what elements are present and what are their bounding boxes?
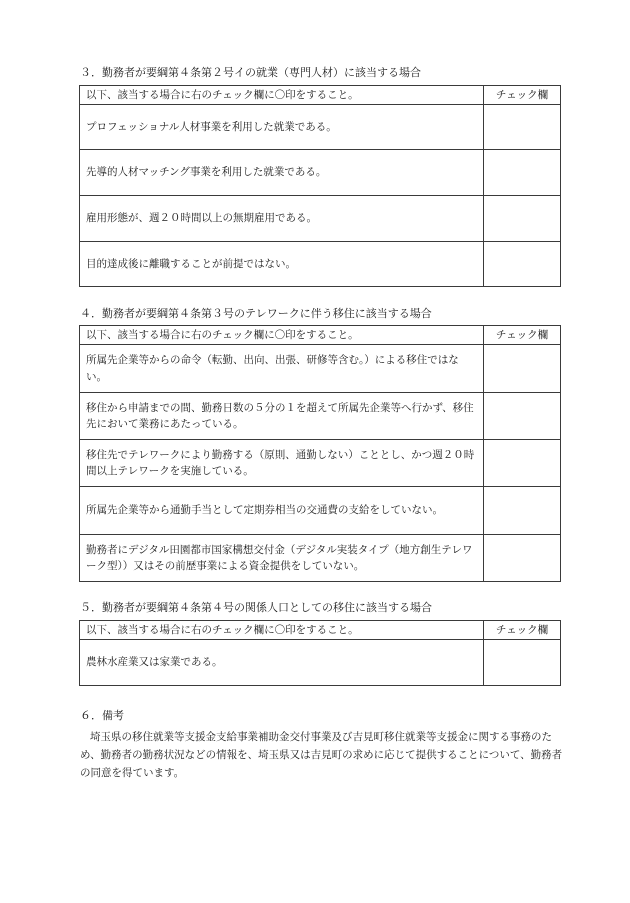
check-box-cell[interactable] — [484, 150, 561, 196]
check-item-label: 移住先でテレワークにより勤務する（原則、通勤しない）こととし、かつ週２０時間以上テレワークを実施している。 — [80, 440, 484, 487]
table-row — [80, 196, 561, 242]
table-row — [80, 150, 561, 196]
table-header-row — [80, 86, 561, 105]
section-5-checklist-table — [79, 620, 561, 686]
check-box-cell[interactable] — [484, 487, 561, 535]
check-item-label: 雇用形態が、週２０時間以上の無期雇用である。 — [80, 196, 484, 242]
section-5-title: ５．勤務者が要綱第４条第４号の関係人口としての移住に該当する場合 — [80, 601, 432, 614]
check-box-cell[interactable] — [484, 242, 561, 287]
section-4-title: ４．勤務者が要綱第４条第３号のテレワークに伴う移住に該当する場合 — [80, 307, 432, 320]
table-row — [80, 393, 561, 440]
table-row — [80, 487, 561, 535]
table-row — [80, 440, 561, 487]
check-box-cell[interactable] — [484, 640, 561, 686]
header-instruction: 以下、該当する場合に右のチェック欄に〇印をすること。 — [80, 621, 484, 640]
check-item-label: 所属先企業等から通勤手当として定期券相当の交通費の支給をしていない。 — [80, 487, 484, 535]
section-3-checklist-table — [79, 85, 561, 287]
check-item-label: 勤務者にデジタル田園都市国家構想交付金（デジタル実装タイプ（地方創生テレワーク型））又はその前歴事業による資金提供をしていない。 — [80, 535, 484, 582]
check-box-cell[interactable] — [484, 105, 561, 150]
header-check-column: チェック欄 — [484, 86, 561, 105]
table-row — [80, 640, 561, 686]
section-6-title: ６．備考 — [80, 709, 124, 722]
check-item-label: 所属先企業等からの命令（転勤、出向、出張、研修等含む。）による移住ではない。 — [80, 345, 484, 393]
check-box-cell[interactable] — [484, 393, 561, 440]
section-4-checklist-table — [79, 325, 561, 582]
header-instruction: 以下、該当する場合に右のチェック欄に〇印をすること。 — [80, 86, 484, 105]
table-row — [80, 535, 561, 582]
check-item-label: 目的達成後に離職することが前提ではない。 — [80, 242, 484, 287]
header-instruction: 以下、該当する場合に右のチェック欄に〇印をすること。 — [80, 326, 484, 345]
check-box-cell[interactable] — [484, 535, 561, 582]
table-header-row — [80, 326, 561, 345]
header-check-column: チェック欄 — [484, 621, 561, 640]
check-box-cell[interactable] — [484, 345, 561, 393]
check-item-label: 移住から申請までの間、勤務日数の５分の１を超えて所属先企業等へ行かず、移住先において業務にあたっている。 — [80, 393, 484, 440]
check-item-label: プロフェッショナル人材事業を利用した就業である。 — [80, 105, 484, 150]
table-row — [80, 345, 561, 393]
header-check-column: チェック欄 — [484, 326, 561, 345]
check-item-label: 先導的人材マッチング事業を利用した就業である。 — [80, 150, 484, 196]
table-header-row — [80, 621, 561, 640]
remarks-body-text: 埼玉県の移住就業等支援金支給事業補助金交付事業及び吉見町移住就業等支援金に関する事務のため、勤務者の勤務状況などの情報を、埼玉県又は吉見町の求めに応じて提供することについて、勤務者の同意を得ています。 — [80, 731, 563, 779]
check-item-label: 農林水産業又は家業である。 — [80, 640, 484, 686]
table-row — [80, 105, 561, 150]
table-row — [80, 242, 561, 287]
section-3-title: ３．勤務者が要綱第４条第２号イの就業（専門人材）に該当する場合 — [80, 66, 421, 79]
check-box-cell[interactable] — [484, 196, 561, 242]
check-box-cell[interactable] — [484, 440, 561, 487]
